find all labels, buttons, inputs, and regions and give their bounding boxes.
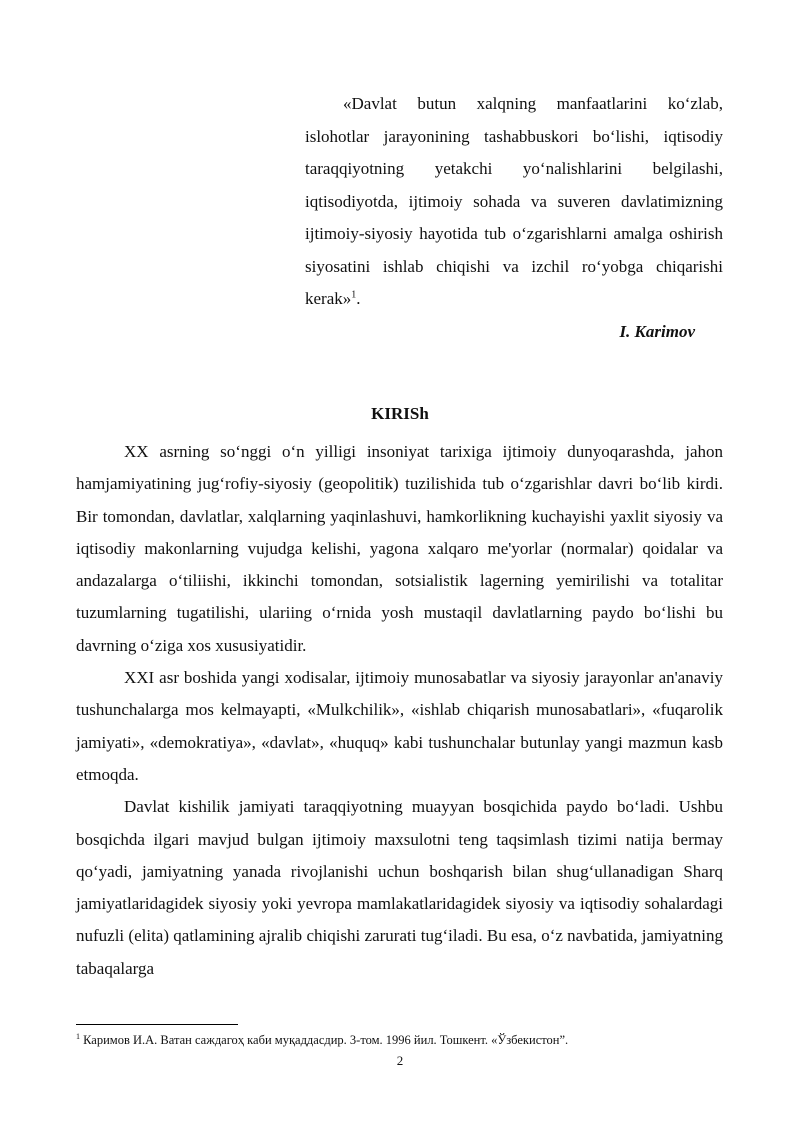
epigraph-author: I. Karimov xyxy=(619,322,695,341)
page-number: 2 xyxy=(396,1053,404,1068)
paragraph: XX asrning so‘nggi o‘n yilligi insoniyat tarixiga ijtimoiy dunyoqarashda, jahon hamjamiyatining jug‘rofiy-siyosiy (geopolitik) tuzilishida tub o‘zgarishlar davri bo‘lib kirdi. Bir tomondan, davlatlar, xalqlarning yaqinlashuvi, hamkorlikning kuchayishi yaxlit siyosiy va iqtisodiy makonlarning vujudga kelishi, yagona xalqaro me'yorlar (normalar) qoidalar va andazalarga o‘tiliishi, ikkinchi tomondan, sotsialistik lagerning yemirilishi va totalitar tuzumlarning tugatilishi, ulariing o‘rnida yosh mustaqil davlatlarning paydo bo‘lishi bu davrning o‘ziga xos xususiyatidir. xyxy=(76,442,723,655)
footnote xyxy=(76,1032,736,1048)
epigraph-text: «Davlat butun xalqning manfaatlarini ko‘zlab, islohotlar jarayonining tashabbuskori bo‘lishi, iqtisodiy taraqqiyotning yetakchi yo‘nalishlarini belgilashi, iqtisodiyotda, ijtimoiy sohada va suveren davlatimizning ijtimoiy-siyosiy hayotida tub o‘zgarishlarni amalga oshirish siyosatini ishlab chiqishi va izchil ro‘yobga chiqarishi kerak» xyxy=(305,94,723,308)
paragraph: Davlat kishilik jamiyati taraqqiyotning muayyan bosqichida paydo bo‘ladi. Ushbu bosqichda ilgari mavjud bulgan ijtimoiy maxsulotni teng taqsimlash tizimi natija bermay qo‘yadi, jamiyatning yanada rivojlanishi uchun boshqarish bilan shug‘ullanadigan Sharq jamiyatlaridagidek siyosiy yoki yevropa mamlakatlaridagidek siyosiy va iqtisodiy sohalardagi nufuzli (elita) qatlamining ajralib chiqishi zarurati tug‘iladi. Bu esa, o‘z navbatida, jamiyatning tabaqalarga xyxy=(76,797,723,978)
footnote-separator xyxy=(76,1024,238,1025)
section-heading: KIRISh xyxy=(371,404,429,423)
epigraph-quote xyxy=(305,88,723,316)
epigraph xyxy=(305,88,723,316)
epigraph-end-punct: . xyxy=(356,289,361,308)
body-text xyxy=(76,436,723,985)
paragraph: XXI asr boshida yangi xodisalar, ijtimoiy munosabatlar va siyosiy jarayonlar an'anaviy tushunchalarga mos kelmayapti, «Mulkchilik», «ishlab chiqarish munosabatlari», «fuqarolik jamiyati», «demokratiya», «davlat», «huquq» kabi tushunchalar butunlay yangi mazmun kasb etmoqda. xyxy=(76,668,723,784)
footnote-mark: 1 xyxy=(76,1031,80,1041)
footnote-text: Каримов И.А. Ватан саждагоҳ каби муқаддасдир. 3-том. 1996 йил. Тошкент. «Ўзбекистон”. xyxy=(83,1033,569,1047)
footnote-reference[interactable]: 1 xyxy=(351,289,357,301)
